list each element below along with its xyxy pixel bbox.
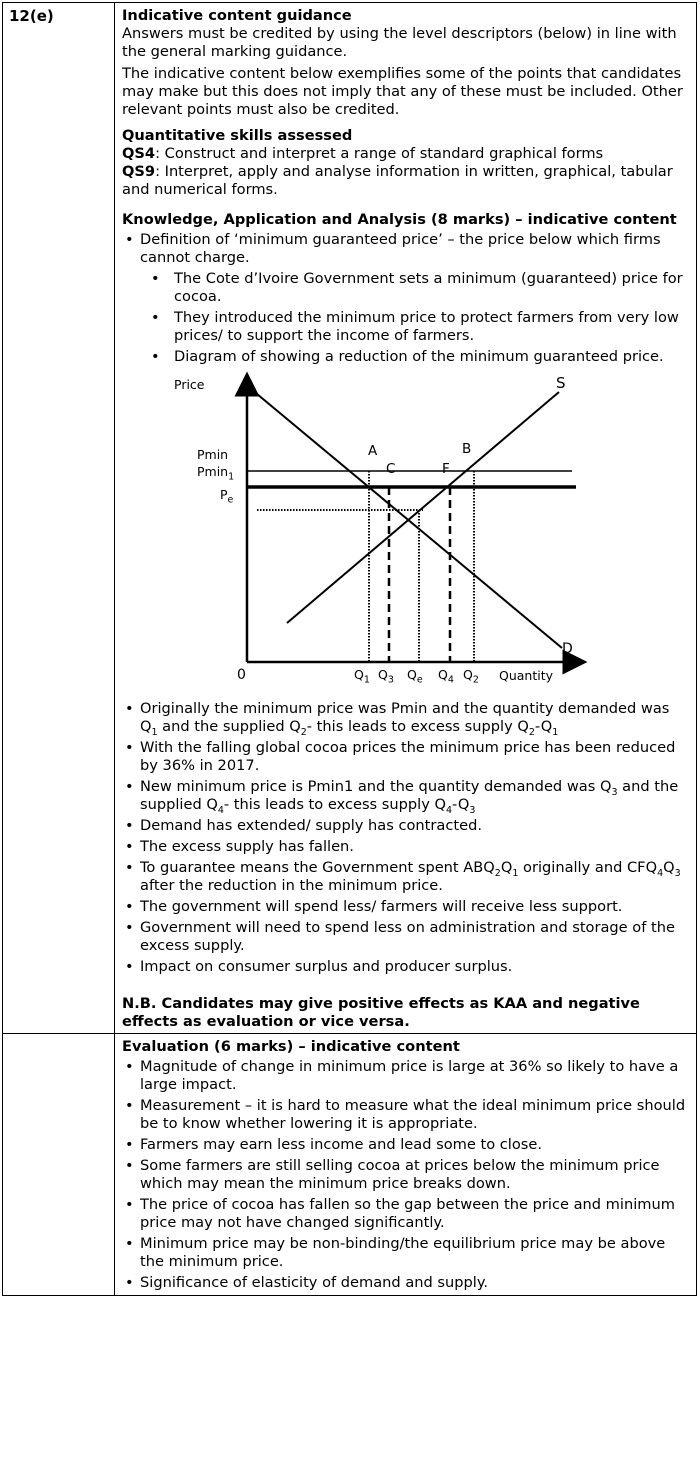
- kaa-points-list: [122, 700, 690, 976]
- qe-label: $Q_e$: [407, 667, 423, 686]
- evaluation-cell: [115, 1034, 697, 1296]
- q3-label: $Q_3$: [378, 667, 394, 686]
- qs9-text: : Interpret, apply and analyse information in written, graphical, tabular and numerical forms.: [122, 163, 673, 198]
- kaa-sub-list: [122, 270, 690, 366]
- diagram-svg: [172, 370, 592, 690]
- quantity-axis-label: Quantity: [499, 668, 554, 683]
- list-item: • Farmers may earn less income and lead some to close.: [122, 1136, 690, 1154]
- supply-label: S: [556, 374, 566, 392]
- list-item: • With the falling global cocoa prices the minimum price has been reduced by 36% in 2017.: [122, 739, 690, 775]
- list-item: • They introduced the minimum price to protect farmers from very low prices/ to support the income of farmers.: [122, 309, 690, 345]
- qs9-code: QS9: [122, 163, 156, 180]
- q1-label: $Q_1$: [354, 667, 370, 686]
- evaluation-list: [122, 1058, 690, 1292]
- list-item: • The government will spend less/ farmers will receive less support.: [122, 898, 690, 916]
- list-item: • New minimum price is Pmin1 and the quantity demanded was $Q_3$ and the supplied $Q_4-$ this leads to excess supply $Q_4-Q_3$: [122, 778, 690, 814]
- kaa-list: [122, 231, 690, 267]
- point-a-label: A: [368, 443, 378, 459]
- list-item: • Government will need to spend less on administration and storage of the excess supply.: [122, 919, 690, 955]
- list-item: • Minimum price may be non-binding/the equilibrium price may be above the minimum price.: [122, 1235, 690, 1271]
- list-item: • Measurement – it is hard to measure what the ideal minimum price should be to know whether lowering it is appropriate.: [122, 1097, 690, 1133]
- list-item: • Significance of elasticity of demand and supply.: [122, 1274, 690, 1292]
- list-item: • Impact on consumer surplus and producer surplus.: [122, 958, 690, 976]
- price-axis-label: Price: [174, 377, 205, 392]
- content-cell: [115, 3, 697, 1034]
- qs4-code: QS4: [122, 145, 156, 162]
- point-c-label: C: [386, 461, 396, 477]
- point-f-label: F: [442, 461, 450, 477]
- empty-question-cell: [3, 1034, 115, 1296]
- kaa-title: Knowledge, Application and Analysis (8 marks) – indicative content: [122, 211, 677, 228]
- pe-label: $P_e$: [220, 487, 234, 506]
- minimum-price-diagram: [172, 370, 592, 690]
- q4-label: $Q_4$: [438, 667, 454, 686]
- origin-label: 0: [237, 667, 246, 683]
- question-number: 12(e): [3, 3, 115, 1034]
- list-item: • Originally the minimum price was Pmin and the quantity demanded was $Q_1$ and the supplied $Q_2-$ this leads to excess supply $Q_2-Q_1$: [122, 700, 690, 736]
- point-b-label: B: [462, 441, 472, 457]
- qs4-line: [122, 145, 690, 163]
- list-item: • To guarantee means the Government spent $ABQ_2Q_1$ originally and $CFQ_4Q_3$ after the reduction in the minimum price.: [122, 859, 690, 895]
- list-item: • The Cote d’Ivoire Government sets a minimum (guaranteed) price for cocoa.: [122, 270, 690, 306]
- list-item: • Diagram of showing a reduction of the minimum guaranteed price.: [122, 348, 690, 366]
- list-item: • Demand has extended/ supply has contracted.: [122, 817, 690, 835]
- nb-note: N.B. Candidates may give positive effects as KAA and negative effects as evaluation or vice versa.: [122, 995, 640, 1030]
- table-row: [3, 1034, 697, 1296]
- guidance-para-1: Answers must be credited by using the level descriptors (below) in line with the general marking guidance.: [122, 25, 677, 60]
- pmin1-label: Pmin$_1$: [197, 464, 235, 483]
- list-item: • The price of cocoa has fallen so the gap between the price and minimum price may not have changed significantly.: [122, 1196, 690, 1232]
- quant-title: Quantitative skills assessed: [122, 127, 353, 144]
- qs9-line: [122, 163, 690, 199]
- list-item: • The excess supply has fallen.: [122, 838, 690, 856]
- demand-label: D: [562, 641, 573, 657]
- list-item: • Some farmers are still selling cocoa at prices below the minimum price which may mean the minimum price breaks down.: [122, 1157, 690, 1193]
- list-item: • Magnitude of change in minimum price is large at 36% so likely to have a large impact.: [122, 1058, 690, 1094]
- qs4-text: : Construct and interpret a range of standard graphical forms: [155, 145, 604, 162]
- mark-scheme-table: [2, 2, 697, 1296]
- table-row: [3, 3, 697, 1034]
- list-item: • Definition of ‘minimum guaranteed price’ – the price below which firms cannot charge.: [122, 231, 690, 267]
- evaluation-title: Evaluation (6 marks) – indicative content: [122, 1038, 460, 1055]
- guidance-title: Indicative content guidance: [122, 7, 352, 24]
- guidance-para-2: The indicative content below exemplifies some of the points that candidates may make but this does not imply that any of these must be included. Other relevant points must also be credited.: [122, 65, 683, 118]
- supply-curve: [287, 392, 559, 623]
- pmin-label: Pmin: [197, 447, 229, 462]
- q2-label: $Q_2$: [463, 667, 479, 686]
